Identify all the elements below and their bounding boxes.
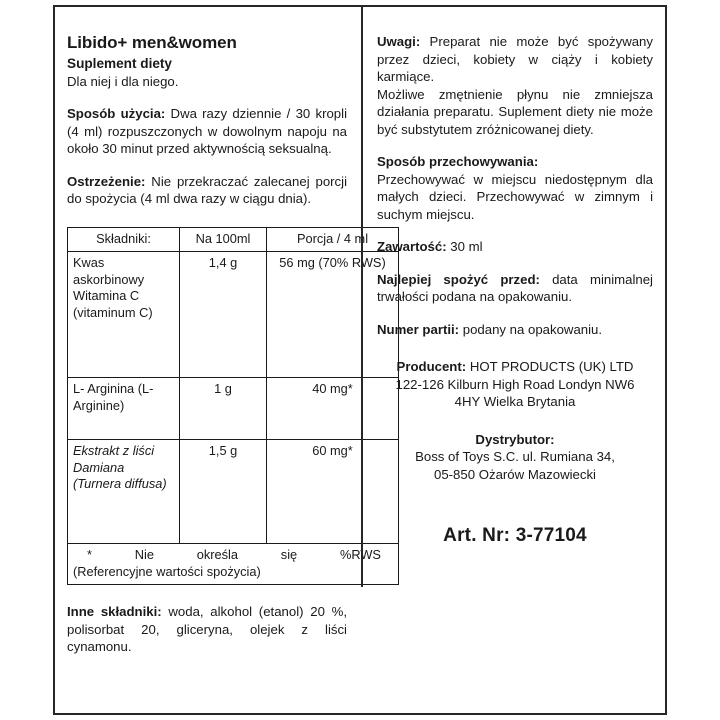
- manufacturer-heading: Producent:: [396, 359, 467, 374]
- spacer: [377, 306, 653, 321]
- left-column: [55, 7, 386, 713]
- content-paragraph: [377, 238, 653, 256]
- ingredient-per-100ml: 1,5 g: [180, 440, 267, 544]
- footnote-asterisk: *: [87, 547, 92, 562]
- table-row: [68, 378, 399, 440]
- product-title: Libido+ men&women: [67, 33, 237, 52]
- table-row: [68, 252, 399, 378]
- footnote-word-rws: %RWS: [339, 547, 381, 562]
- product-tagline: Dla niej i dla niego.: [67, 74, 179, 89]
- best-before-paragraph: [377, 271, 653, 306]
- nutrition-table: [67, 227, 399, 586]
- warning-text: Nie przekraczać zalecanej porcji do spożycia (4 ml dwa razy w ciągu dnia).: [67, 173, 347, 206]
- notes-text: Preparat nie może być spożywany przez dzieci, kobiety w ciąży i kobiety karmiące.: [377, 34, 653, 84]
- best-before-text: data minimalnej trwałości podana na opakowaniu.: [377, 271, 653, 304]
- spacer: [67, 158, 347, 173]
- ingredient-serving: 40 mg*: [267, 378, 399, 440]
- right-column: [361, 7, 665, 713]
- footnote-word-okresla: określa: [196, 547, 239, 562]
- distributor-line-1: Boss of Toys S.C. ul. Rumiana 34,: [415, 449, 615, 464]
- other-ingredients-heading: Inne składniki:: [67, 604, 162, 619]
- table-footnote-row: [68, 544, 399, 585]
- table-footnote-cell: [68, 544, 399, 585]
- content-text: 30 ml: [446, 239, 483, 254]
- table-header-row: [68, 227, 399, 252]
- other-ingredients-paragraph: [67, 603, 347, 656]
- notes-heading: Uwagi:: [377, 34, 421, 49]
- ingredient-serving: 60 mg*: [267, 440, 399, 544]
- batch-text: podany na opakowaniu.: [459, 321, 603, 337]
- storage-heading: Sposób przechowywania:: [377, 154, 539, 169]
- storage-text: Przechowywać w miejscu niedostępnym dla małych dzieci. Przechowywać w zimnym i suchym miejscu.: [377, 171, 653, 222]
- article-number: Art. Nr: 3-77104: [443, 525, 587, 546]
- notes-paragraph: [377, 33, 653, 86]
- manufacturer-address-line-2: 4HY Wielka Brytania: [454, 394, 576, 409]
- ingredient-name: Kwas askorbinowy Witamina C (vitaminum C): [68, 252, 180, 378]
- spacer: [377, 411, 653, 431]
- spacer: [377, 138, 653, 153]
- notes-secondary-paragraph: Możliwe zmętnienie płynu nie zmniejsza działania preparatu. Suplement diety nie może być substytutem zróżnicowanej diety.: [377, 86, 653, 137]
- header-per-100ml: Na 100ml: [180, 227, 267, 252]
- manufacturer-name: HOT PRODUCTS (UK) LTD: [466, 359, 634, 374]
- footnote-line-2: (Referencyjne wartości spożycia): [73, 563, 261, 579]
- best-before-heading: Najlepiej spożyć przed:: [377, 271, 540, 287]
- spacer: [377, 256, 653, 271]
- product-label-panel: [53, 5, 667, 715]
- content-heading: Zawartość:: [377, 239, 447, 254]
- batch-heading: Numer partii:: [377, 321, 460, 337]
- manufacturer-line: [377, 358, 653, 376]
- manufacturer-address-line-1: 122-126 Kilburn High Road Londyn NW6: [395, 376, 635, 392]
- label-columns: [55, 7, 665, 713]
- ingredient-per-100ml: 1 g: [180, 378, 267, 440]
- ingredient-serving: 56 mg (70% RWS): [267, 252, 399, 378]
- header-ingredients: Składniki:: [68, 227, 180, 252]
- spacer: [377, 338, 653, 358]
- spacer: [67, 90, 347, 105]
- footnote-line-1: [73, 547, 393, 564]
- warning-paragraph: [67, 173, 347, 208]
- usage-text: Dwa razy dziennie / 30 kropli (4 ml) rozpuszczonych w dowolnym napoju na około 30 minut przed aktywnością seksualną.: [67, 106, 348, 156]
- usage-paragraph: [67, 105, 347, 158]
- header-serving: Porcja / 4 ml: [267, 227, 399, 252]
- footnote-word-sie: się: [280, 547, 298, 562]
- usage-heading: Sposób użycia:: [67, 106, 166, 121]
- ingredient-name: Ekstrakt z liści Damiana (Turnera diffusa): [68, 440, 180, 544]
- spacer: [377, 223, 653, 238]
- distributor-line-2: 05-850 Ożarów Mazowiecki: [434, 466, 596, 482]
- warning-heading: Ostrzeżenie:: [67, 173, 146, 189]
- footnote-word-nie: Nie: [134, 547, 154, 562]
- nutrition-table-wrap: [67, 227, 386, 586]
- batch-paragraph: [377, 321, 653, 339]
- ingredient-per-100ml: 1,4 g: [180, 252, 267, 378]
- ingredient-name: L- Arginina (L-Arginine): [68, 378, 180, 440]
- product-subtitle: Suplement diety: [67, 56, 172, 71]
- other-ingredients-text: woda, alkohol (etanol) 20 %, polisorbat 20, gliceryna, olejek z liści cynamonu.: [67, 604, 348, 654]
- table-row: [68, 440, 399, 544]
- distributor-heading: Dystrybutor:: [475, 431, 555, 447]
